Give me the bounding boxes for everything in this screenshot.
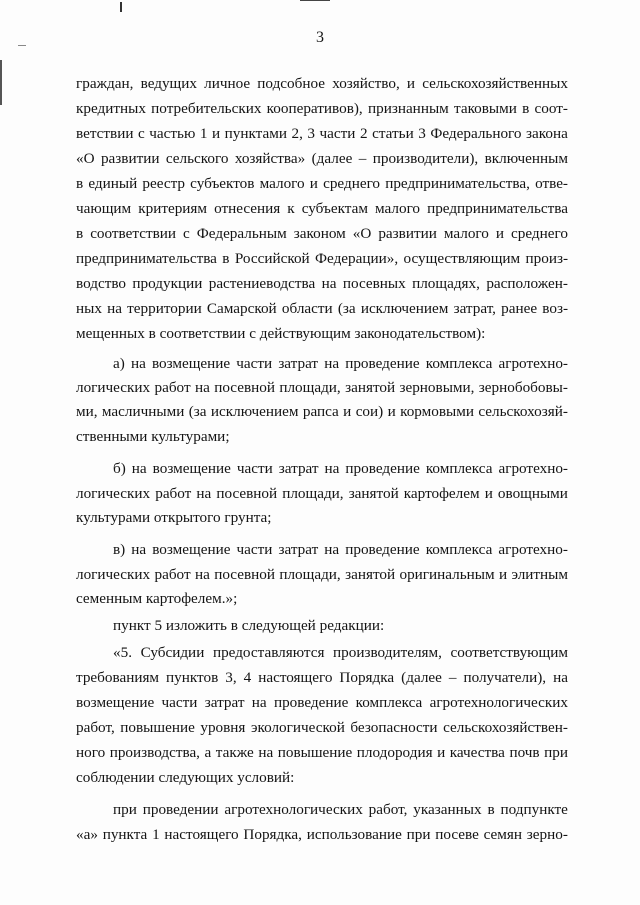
text-line: б) на возмещение части затрат на проведение комплекса агротехно- (113, 460, 568, 477)
text-line: ного производства, а также на повышение плодородия и качества почв при (76, 744, 568, 761)
text-line: ных на территории Самарской области (за исключением затрат, ранее воз- (76, 300, 568, 317)
text-line: ветствии с частью 1 и пунктами 2, 3 части 2 статьи 3 Федерального закона (76, 125, 568, 142)
text-line: логических работ на посевной площади, занятой картофелем и овощными (76, 485, 568, 502)
text-line: логических работ на посевной площади, занятой зерновыми, зернобобовы- (76, 379, 568, 396)
text-line: в единый реестр субъектов малого и среднего предпринимательства, отве- (76, 175, 568, 192)
text-line: культурами открытого грунта; (76, 509, 272, 526)
text-line: водство продукции растениеводства на посевных площадях, расположен- (76, 275, 568, 292)
text-line: ми, масличными (за исключением рапса и сои) и кормовыми сельскохозяй- (76, 403, 568, 420)
text-line: возмещение части затрат на проведение комплекса агротехнологических (76, 694, 568, 711)
scan-artifact (300, 0, 330, 1)
text-line: предпринимательства в Российской Федерации», осуществляющим произ- (76, 250, 568, 267)
text-line: работ, повышение уровня экологической безопасности сельскохозяйствен- (76, 719, 568, 736)
text-line: ственными культурами; (76, 428, 230, 445)
text-line: «а» пункта 1 настоящего Порядка, использование при посеве семян зерно- (76, 826, 568, 843)
text-line: логических работ на посевной площади, занятой оригинальным и элитным (76, 566, 568, 583)
scan-artifact (0, 60, 2, 105)
text-line: пункт 5 изложить в следующей редакции: (113, 617, 385, 634)
text-line: в) на возмещение части затрат на проведение комплекса агротехно- (113, 541, 568, 558)
text-line: «5. Субсидии предоставляются производителям, соответствующим (113, 644, 568, 661)
text-line: кредитных потребительских кооперативов), признанным таковыми в соот- (76, 100, 568, 117)
text-line: при проведении агротехнологических работ, указанных в подпункте (113, 801, 568, 818)
text-line: «О развитии сельского хозяйства» (далее – производители), включенным (76, 150, 568, 167)
page-number: 3 (316, 29, 324, 46)
text-line: в соответствии с Федеральным законом «О развитии малого и среднего (76, 225, 568, 242)
text-line: семенным картофелем.»; (76, 590, 238, 607)
text-line: соблюдении следующих условий: (76, 769, 295, 786)
text-line: а) на возмещение части затрат на проведение комплекса агротехно- (113, 355, 568, 372)
text-line: требованиям пунктов 3, 4 настоящего Порядка (далее – получатели), на (76, 669, 568, 686)
text-line: мещенных в соответствии с действующим законодательством): (76, 325, 486, 342)
scan-artifact (120, 2, 122, 12)
text-line: чающим критериям отнесения к субъектам малого предпринимательства (76, 200, 568, 217)
text-line: граждан, ведущих личное подсобное хозяйство, и сельскохозяйственных (76, 75, 568, 92)
